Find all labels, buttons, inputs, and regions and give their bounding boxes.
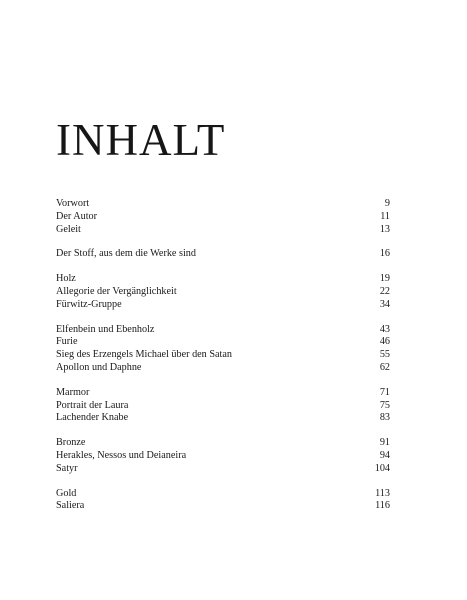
toc-entry[interactable] <box>56 198 390 211</box>
toc-entry-page: 113 <box>375 487 390 499</box>
toc-entry[interactable] <box>56 211 390 224</box>
toc-entry-label: Der Stoff, aus dem die Werke sind <box>56 248 196 260</box>
toc-entry-page: 46 <box>379 336 390 348</box>
toc-group <box>56 488 390 514</box>
toc-entry-page: 13 <box>379 223 390 235</box>
toc-entry[interactable] <box>56 412 390 425</box>
toc-entry-page: 62 <box>379 361 390 373</box>
toc-entry[interactable] <box>56 387 390 400</box>
toc-entry-label: Portrait der Laura <box>56 399 129 411</box>
toc-entry-label: Vorwort <box>56 198 90 209</box>
toc-group <box>56 324 390 375</box>
toc-entry[interactable] <box>56 299 390 312</box>
toc-entry-label: Elfenbein und Ebenholz <box>56 323 155 335</box>
toc-entry-page: 11 <box>380 210 390 222</box>
toc-group <box>56 437 390 475</box>
toc-entry[interactable] <box>56 450 390 463</box>
toc-entry-label: Bronze <box>56 437 86 449</box>
toc-entry-label: Satyr <box>56 462 78 474</box>
toc-entry-label: Der Autor <box>56 210 98 222</box>
toc-entry-label: Fürwitz-Gruppe <box>56 298 122 310</box>
toc-entry[interactable] <box>56 488 390 501</box>
toc-entry-label: Sieg des Erzengels Michael über den Satan <box>56 349 232 361</box>
toc-entry-page: 91 <box>379 437 390 449</box>
toc-entry-page: 22 <box>379 285 390 297</box>
toc-group <box>56 273 390 311</box>
toc-entry-label: Herakles, Nessos und Deianeira <box>56 449 187 461</box>
toc-entry[interactable] <box>56 362 390 375</box>
toc-entry[interactable] <box>56 273 390 286</box>
toc-entry[interactable] <box>56 500 390 513</box>
toc-entry-label: Marmor <box>56 386 90 398</box>
toc-entry-label: Holz <box>56 273 76 285</box>
toc-entry-page: 83 <box>379 412 390 424</box>
toc-entry-label: Geleit <box>56 223 81 235</box>
toc-entry-label: Apollon und Daphne <box>56 361 142 373</box>
toc-group <box>56 198 390 236</box>
page-title: INHALT <box>56 115 226 165</box>
toc-entry-page: 104 <box>374 462 390 474</box>
toc-entry-page: 75 <box>379 399 390 411</box>
toc-entry-label: Allegorie der Vergänglichkeit <box>56 285 177 297</box>
toc-entry-label: Furie <box>56 336 78 348</box>
toc-entry-label: Gold <box>56 487 77 499</box>
toc-entry-page: 9 <box>384 198 390 209</box>
toc-entry[interactable] <box>56 248 390 261</box>
toc-entry[interactable] <box>56 286 390 299</box>
toc-entry-page: 71 <box>379 386 390 398</box>
toc-group <box>56 387 390 425</box>
toc-entry[interactable] <box>56 463 390 476</box>
toc-entry-page: 55 <box>379 349 390 361</box>
toc-entry[interactable] <box>56 224 390 237</box>
toc-entry[interactable] <box>56 349 390 362</box>
toc-entry-label: Lachender Knabe <box>56 412 129 424</box>
toc-entry-page: 116 <box>375 500 390 512</box>
toc-entry-page: 94 <box>379 449 390 461</box>
toc-entry-label: Saliera <box>56 500 85 512</box>
table-of-contents <box>56 198 390 525</box>
toc-entry[interactable] <box>56 336 390 349</box>
toc-entry-page: 43 <box>379 323 390 335</box>
toc-entry-page: 19 <box>379 273 390 285</box>
toc-entry-page: 34 <box>379 298 390 310</box>
toc-entry[interactable] <box>56 437 390 450</box>
toc-entry[interactable] <box>56 400 390 413</box>
toc-entry-page: 16 <box>379 248 390 260</box>
toc-group <box>56 248 390 261</box>
toc-entry[interactable] <box>56 324 390 337</box>
